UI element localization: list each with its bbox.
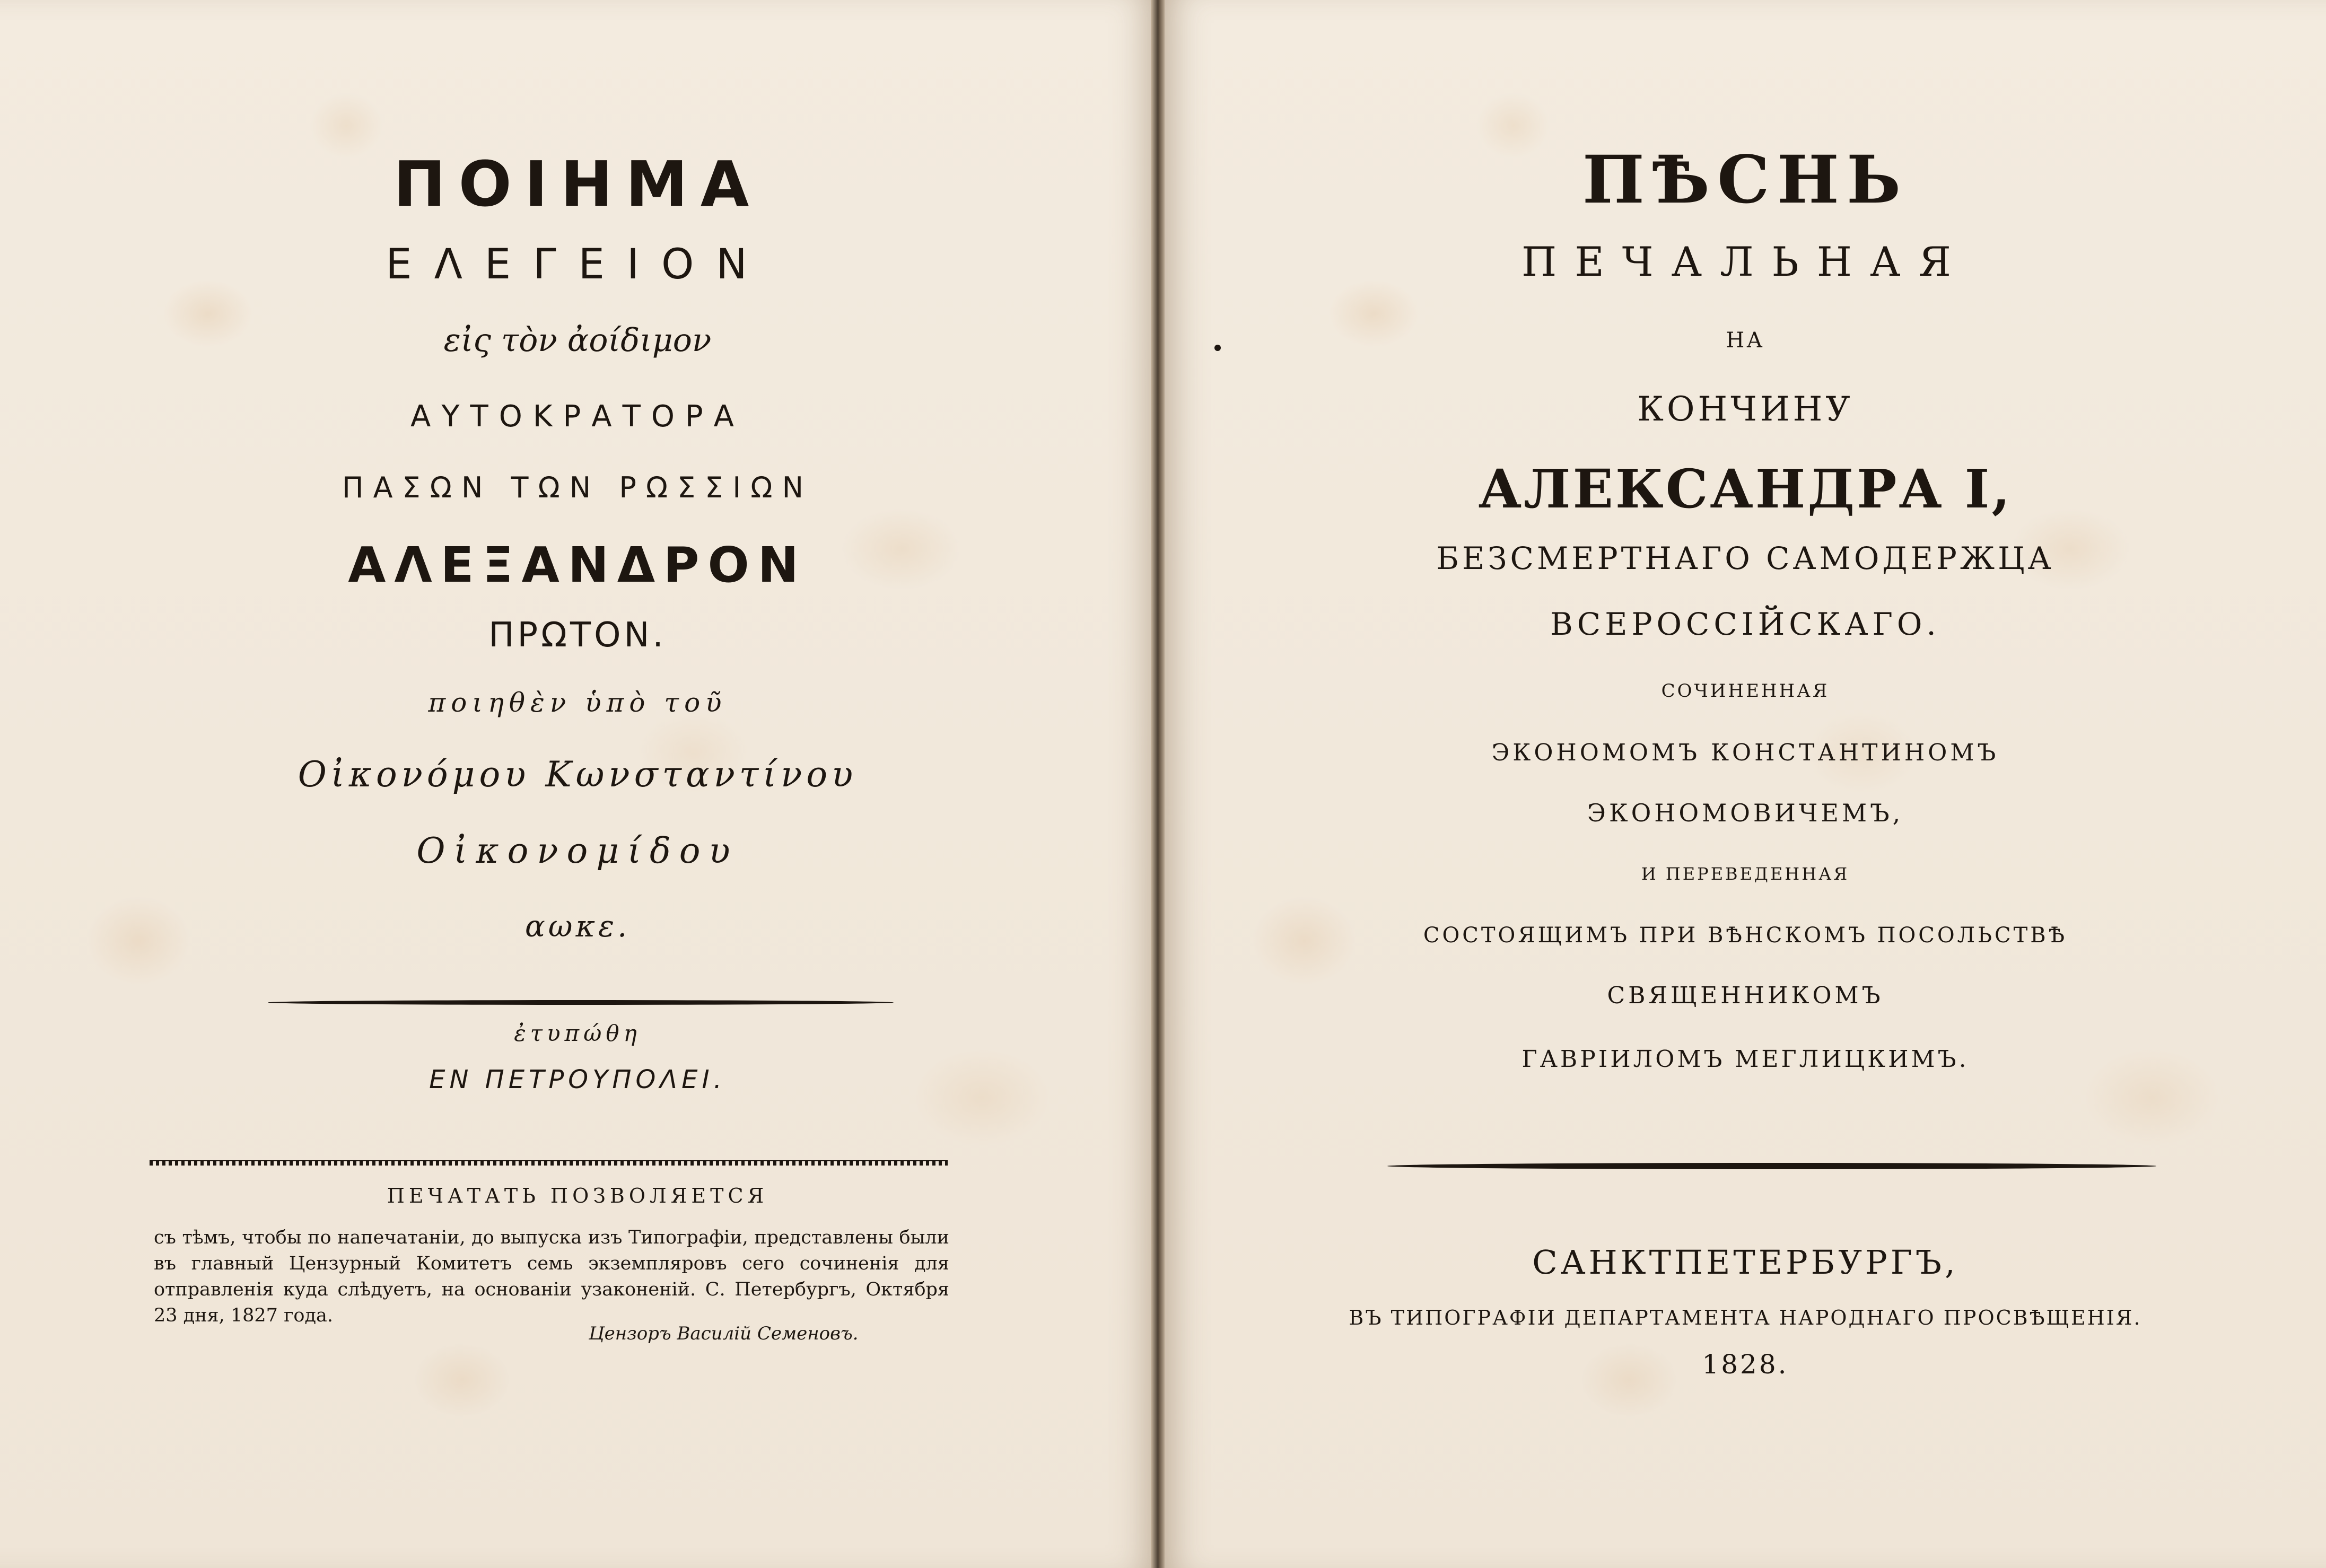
greek-year: αωκε. (524, 909, 631, 944)
greek-author-line-2: Οἰκονομίδου (416, 830, 739, 871)
imprint-year: 1828. (1702, 1349, 1789, 1380)
greek-title: ΠΟΙΗΜΑ (393, 147, 762, 221)
greek-proton: ΠΡΩΤΟΝ. (488, 616, 667, 655)
greek-place: ΕΝ ΠΕΤΡΟΥΠΟΛΕΙ. (429, 1065, 726, 1094)
russian-subtitle: ПЕЧАЛЬНАЯ (1521, 238, 1969, 285)
greek-subtitle: ΕΛΕΓΕΙΟΝ (386, 241, 769, 288)
decorative-rule (268, 1000, 894, 1005)
greek-pason: ΠΑΣΩΝ ΤΩΝ ΡΩΣΣΙΩΝ (342, 471, 813, 504)
russian-vserossiyskago: ВСЕРОССІЙСКАГО. (1550, 606, 1940, 642)
greek-poiethen: ποιηθὲν ὑπὸ τοῦ (428, 687, 727, 718)
russian-ekonomovichem: ЭКОНОМОВИЧЕМЪ, (1587, 799, 1904, 827)
imprint-printer: ВЪ ТИПОГРАФІИ ДЕПАРТАМЕНТА НАРОДНАГО ПРОСВѢЩЕНІЯ. (1349, 1306, 2142, 1329)
ornamental-wavy-rule (150, 1160, 948, 1166)
russian-title: ПѢСНЬ (1582, 142, 1909, 218)
right-page (1165, 0, 2326, 1568)
russian-gavriilom: ГАВРІИЛОМЪ МЕГЛИЦКИМЪ. (1521, 1046, 1969, 1073)
greek-alexandron: ΑΛΕΞΑΝΔΡΟΝ (348, 537, 807, 593)
russian-perevedennaya: И ПЕРЕВЕДЕННАЯ (1641, 864, 1850, 884)
left-page (0, 0, 1155, 1568)
greek-autokratora: ΑΥΤΟΚΡΑΤΟΡΑ (410, 399, 745, 434)
decorative-rule (1387, 1163, 2156, 1169)
russian-alexandra: АЛЕКСАНДРА I, (1478, 458, 2013, 520)
greek-printed: ἐτυπώθη (514, 1020, 641, 1046)
russian-konchinu: КОНЧИНУ (1637, 390, 1853, 429)
imprimatur-text: съ тѣмъ, чтобы по напечатаніи, до выпуска изъ Типографіи, представлены были въ главный Цензурный Комитетъ семь экземпляровъ сего сочиненія для отправленія куда слѣдуетъ, на основаніи узаконеній. С. Петербургъ, Октября 23 дня, 1827 года. (154, 1227, 949, 1326)
imprint-city: САНКТПЕТЕРБУРГЪ, (1532, 1243, 1958, 1282)
russian-bezsmertnago: БЕЗСМЕРТНАГО САМОДЕРЖЦА (1436, 540, 2054, 576)
russian-sostoyashchim: СОСТОЯЩИМЪ ПРИ ВѢНСКОМЪ ПОСОЛЬСТВѢ (1423, 923, 2068, 948)
greek-dedication: εἰς τὸν ἀοίδιμον (443, 322, 712, 359)
russian-na: НА (1726, 328, 1765, 353)
greek-author-line-1: Οἰκονόμου Κωνσταντίνου (298, 754, 858, 795)
russian-svyashchennikom: СВЯЩЕННИКОМЪ (1607, 982, 1884, 1009)
censor-signature: Цензоръ Василій Семеновъ. (589, 1323, 859, 1344)
imprimatur-text-block (154, 1225, 949, 1329)
imprimatur-heading: ПЕЧАТАТЬ ПОЗВОЛЯЕТСЯ (387, 1184, 768, 1207)
russian-ekonomom: ЭКОНОМОМЪ КОНСТАНТИНОМЪ (1491, 739, 1999, 766)
russian-sochinennaya: СОЧИНЕННАЯ (1661, 680, 1830, 702)
